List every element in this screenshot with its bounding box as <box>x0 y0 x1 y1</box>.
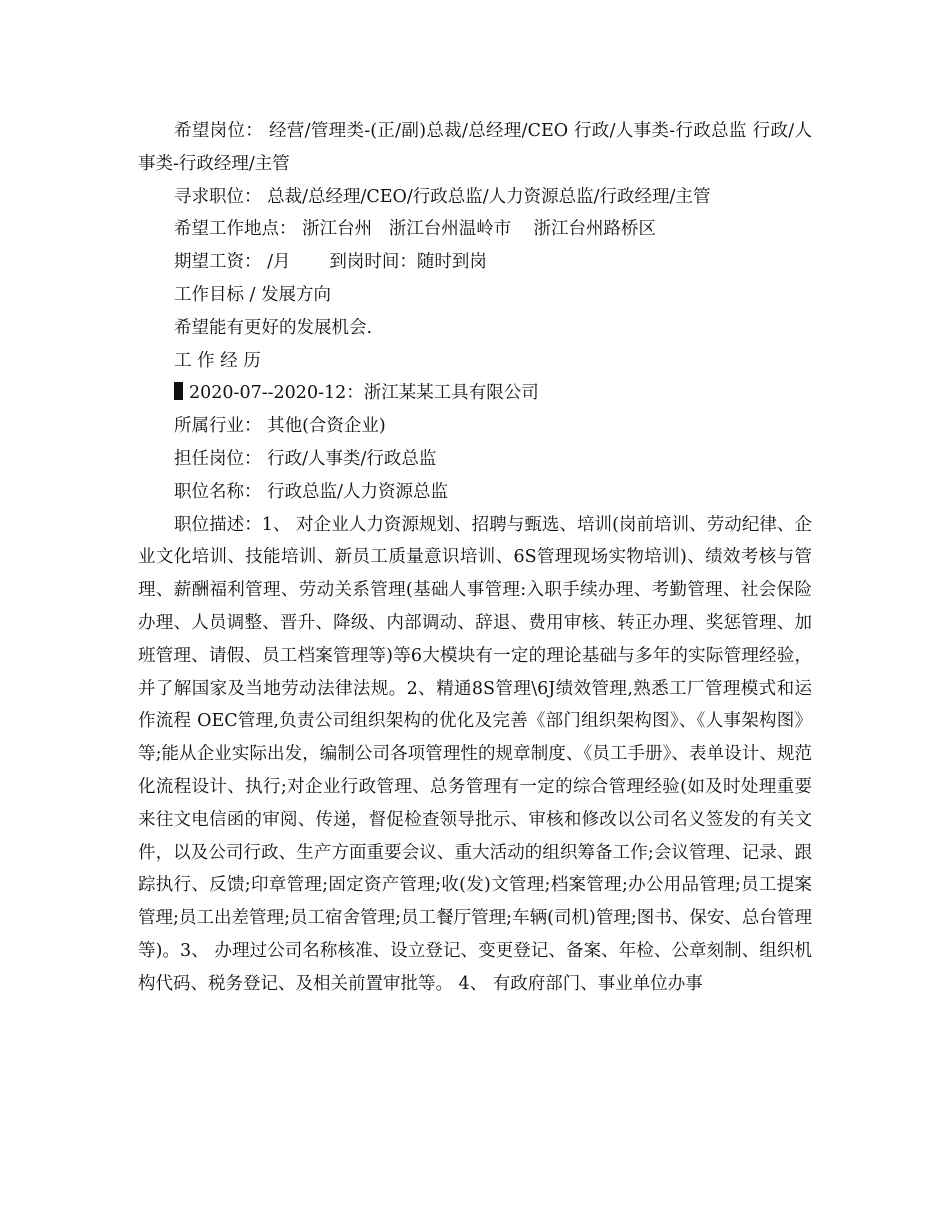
salary-label: 期望工资： <box>174 252 262 273</box>
post-row <box>138 443 812 476</box>
desired-position-row <box>138 115 812 181</box>
seeking-position-row <box>138 181 812 214</box>
experience-entry-header <box>138 377 812 410</box>
industry-label: 所属行业： <box>174 416 262 437</box>
industry-row <box>138 410 812 443</box>
location-value: 浙江台州 浙江台州温岭市 浙江台州路桥区 <box>296 219 657 240</box>
goal-text: 希望能有更好的发展机会. <box>174 317 373 338</box>
seeking-position-label: 寻求职位： <box>174 186 262 207</box>
desired-position-label: 希望岗位： <box>174 121 264 141</box>
location-label: 希望工作地点： <box>174 219 297 240</box>
title-value: 行政总监/人力资源总监 <box>261 481 448 502</box>
post-value: 行政/人事类/行政总监 <box>261 448 437 469</box>
goal-heading: 工作目标 / 发展方向 <box>174 284 332 305</box>
job-description: 职位描述：1、 对企业人力资源规划、招聘与甄选、培训(岗前培训、劳动纪律、企业文化培训、技能培训、新员工质量意识培训、6S管理现场实物培训)、绩效考核与管理、薪酬福利管理、劳动关系管理(基础人事管理:入职手续办理、考勤管理、社会保险办理、人员调整、晋升、降级、内部调动、辞退、费用审核、转正办理、奖惩管理、加班管理、请假、员工档案管理等)等6大模块有一定的理论基础与多年的实际管理经验，并了解国家及当地劳动法律法规。2、精通8S管理\6J绩效管理,熟悉工厂管理模式和运作流程 OEC管理,负责公司组织架构的优化及完善《部门组织架构图》、《人事架构图》等;能从企业实际出发，编制公司各项管理性的规章制度、《员工手册》、表单设计、规范化流程设计、执行;对企业行政管理、总务管理有一定的综合管理经验(如及时处理重要来往文电信函的审阅、传递，督促检查领导批示、审核和修改以公司名义签发的有关文件，以及公司行政、生产方面重要会议、重大活动的组织筹备工作;会议管理、记录、跟踪执行、反馈;印章管理;固定资产管理;收(发)文管理;档案管理;办公用品管理;员工提案管理;员工出差管理;员工宿舍管理;员工餐厅管理;车辆(司机)管理;图书、保安、总台管理等)。3、 办理过公司名称核准、设立登记、变更登记、备案、年检、公章刻制、组织机构代码、税务登记、及相关前置审批等。 4、 有政府部门、事业单位办事 <box>138 514 812 994</box>
desired-position-value: 经营/管理类-(正/副)总裁/总经理/CEO 行政/人事类-行政总监 行政/人事类-行政经理/主管 <box>138 121 813 174</box>
salary-value: /月 到岗时间：随时到岗 <box>261 252 487 273</box>
seeking-position-value: 总裁/总经理/CEO/行政总监/人力资源总监/行政经理/主管 <box>261 186 711 207</box>
salary-row <box>138 246 812 279</box>
location-row <box>138 213 812 246</box>
title-label: 职位名称： <box>174 481 262 502</box>
post-label: 担任岗位： <box>174 448 262 469</box>
title-row <box>138 476 812 509</box>
industry-value: 其他(合资企业) <box>261 416 386 437</box>
bullet-mark-icon <box>174 382 183 400</box>
experience-heading: 工 作 经 历 <box>174 350 261 371</box>
period-company: 2020-07--2020-12：浙江某某工具有限公司 <box>189 383 539 404</box>
